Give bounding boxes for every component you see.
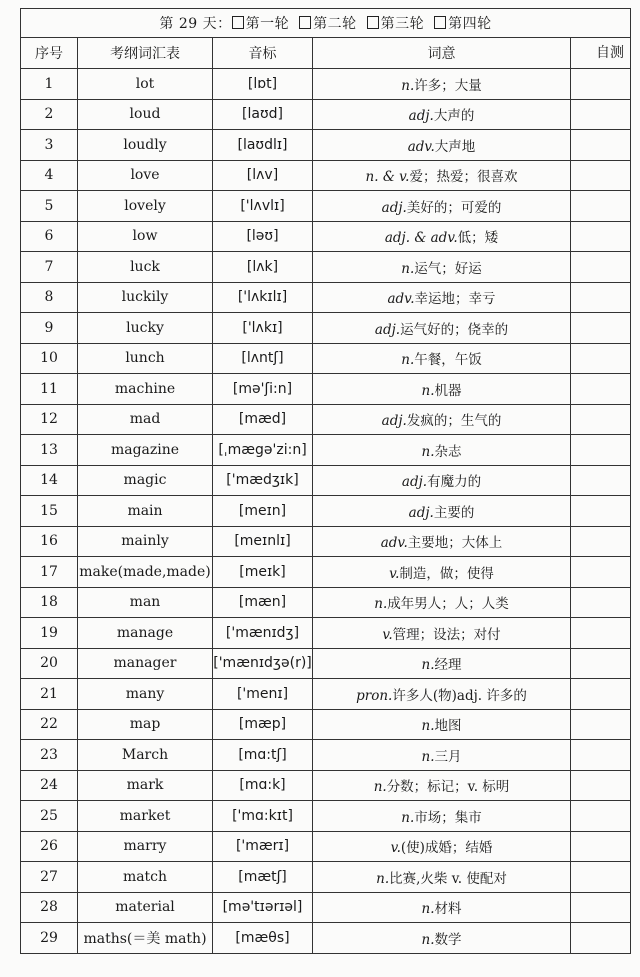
meaning-text: 许多人(物)adj. 许多的 — [392, 687, 527, 704]
table-row — [21, 557, 631, 588]
meaning-cell — [313, 831, 571, 862]
table-row — [21, 99, 631, 130]
meaning-cell — [313, 557, 571, 588]
round-3-label: 第三轮 — [380, 16, 425, 32]
number-cell: 26 — [21, 831, 78, 862]
phonetic-cell: [mə'ʃi:n] — [213, 374, 313, 405]
meaning-cell — [313, 160, 571, 191]
number-cell: 27 — [21, 862, 78, 893]
phonetic-cell: ['lʌvlɪ] — [213, 191, 313, 222]
word-cell: maths(＝美 math) — [78, 923, 213, 954]
checkbox-round-2[interactable] — [299, 16, 311, 29]
self-test-cell[interactable] — [571, 740, 631, 771]
self-test-cell[interactable] — [571, 618, 631, 649]
meaning-cell — [313, 374, 571, 405]
part-of-speech: n. — [373, 779, 387, 796]
meaning-cell — [313, 130, 571, 161]
word-cell: material — [78, 892, 213, 923]
part-of-speech: n. — [421, 718, 435, 735]
word-cell: manager — [78, 648, 213, 679]
meaning-cell — [313, 923, 571, 954]
phonetic-cell: [laʊdlɪ] — [213, 130, 313, 161]
part-of-speech: adj. — [401, 474, 428, 491]
meaning-cell — [313, 313, 571, 344]
part-of-speech: v. — [390, 840, 401, 857]
part-of-speech: n. — [401, 260, 415, 277]
number-cell: 11 — [21, 374, 78, 405]
table-row — [21, 160, 631, 191]
number-cell: 3 — [21, 130, 78, 161]
meaning-text: 制造，做；使得 — [399, 565, 494, 582]
self-test-cell[interactable] — [571, 160, 631, 191]
word-cell: magazine — [78, 435, 213, 466]
word-cell: market — [78, 801, 213, 832]
meaning-cell — [313, 221, 571, 252]
number-cell: 6 — [21, 221, 78, 252]
meaning-text: 运气好的；侥幸的 — [400, 321, 509, 338]
word-cell: lunch — [78, 343, 213, 374]
part-of-speech: n. — [421, 748, 435, 765]
meaning-cell — [313, 801, 571, 832]
meaning-text: 有魔力的 — [427, 474, 482, 491]
word-cell: lovely — [78, 191, 213, 222]
word-cell: map — [78, 709, 213, 740]
table-row — [21, 496, 631, 527]
checkbox-round-1[interactable] — [232, 16, 244, 29]
number-cell: 29 — [21, 923, 78, 954]
self-test-cell[interactable] — [571, 404, 631, 435]
table-row — [21, 252, 631, 283]
self-test-cell[interactable] — [571, 252, 631, 283]
meaning-text: 成年男人；人；人类 — [387, 596, 509, 613]
self-test-cell[interactable] — [571, 99, 631, 130]
meaning-cell — [313, 648, 571, 679]
phonetic-cell: ['mɑ:kɪt] — [213, 801, 313, 832]
number-cell: 25 — [21, 801, 78, 832]
round-4-label: 第四轮 — [448, 16, 492, 32]
number-cell: 21 — [21, 679, 78, 710]
part-of-speech: n. — [421, 901, 435, 918]
meaning-text: 大声的 — [433, 108, 475, 125]
meaning-text: 比赛,火柴 v. 使配对 — [389, 870, 507, 887]
table-row — [21, 404, 631, 435]
col-header-phonetic: 音标 — [213, 38, 313, 69]
table-row — [21, 313, 631, 344]
meaning-text: 经理 — [434, 657, 462, 674]
self-test-cell[interactable] — [571, 343, 631, 374]
part-of-speech: n. & v. — [365, 169, 410, 186]
phonetic-cell: [mə'tɪərɪəl] — [213, 892, 313, 923]
word-cell: loudly — [78, 130, 213, 161]
self-test-cell[interactable] — [571, 892, 631, 923]
round-1-label: 第一轮 — [245, 16, 290, 32]
part-of-speech: adv. — [407, 138, 435, 155]
phonetic-cell: ['lʌkɪ] — [213, 313, 313, 344]
table-row — [21, 526, 631, 557]
table-row — [21, 709, 631, 740]
table-row — [21, 343, 631, 374]
meaning-cell — [313, 404, 571, 435]
word-cell: low — [78, 221, 213, 252]
phonetic-cell: [lʌntʃ] — [213, 343, 313, 374]
word-cell: lot — [78, 69, 213, 100]
self-test-cell[interactable] — [571, 801, 631, 832]
table-row — [21, 221, 631, 252]
meaning-cell — [313, 99, 571, 130]
number-cell: 18 — [21, 587, 78, 618]
table-body — [21, 69, 631, 954]
phonetic-cell: ['lʌkɪlɪ] — [213, 282, 313, 313]
table-row — [21, 191, 631, 222]
meaning-text: 午餐，午饭 — [414, 352, 482, 369]
self-test-cell[interactable] — [571, 496, 631, 527]
word-cell: machine — [78, 374, 213, 405]
table-row — [21, 465, 631, 496]
number-cell: 2 — [21, 99, 78, 130]
phonetic-cell: [lɒt] — [213, 69, 313, 100]
part-of-speech: adj. & adv. — [384, 230, 458, 247]
meaning-text: 三月 — [434, 748, 462, 765]
table-row — [21, 374, 631, 405]
self-test-cell[interactable] — [571, 648, 631, 679]
meaning-text: 爱；热爱；很喜欢 — [409, 169, 518, 186]
part-of-speech: adv. — [380, 535, 408, 552]
number-cell: 15 — [21, 496, 78, 527]
table-row — [21, 130, 631, 161]
phonetic-cell: [lʌv] — [213, 160, 313, 191]
number-cell: 19 — [21, 618, 78, 649]
day-header — [21, 9, 631, 38]
phonetic-cell: [mætʃ] — [213, 862, 313, 893]
word-cell: manage — [78, 618, 213, 649]
meaning-cell — [313, 465, 571, 496]
phonetic-cell: [meɪn] — [213, 496, 313, 527]
meaning-text: 主要地；大体上 — [407, 535, 503, 552]
word-cell: luck — [78, 252, 213, 283]
word-cell: loud — [78, 99, 213, 130]
part-of-speech: v. — [382, 626, 393, 643]
meaning-cell — [313, 679, 571, 710]
part-of-speech: v. — [389, 565, 400, 582]
word-cell: mainly — [78, 526, 213, 557]
meaning-cell — [313, 618, 571, 649]
meaning-cell — [313, 770, 571, 801]
word-cell: luckily — [78, 282, 213, 313]
number-cell: 9 — [21, 313, 78, 344]
phonetic-cell: ['mænɪdʒ] — [213, 618, 313, 649]
meaning-text: 机器 — [434, 382, 462, 399]
meaning-cell — [313, 435, 571, 466]
meaning-cell — [313, 343, 571, 374]
word-cell: match — [78, 862, 213, 893]
meaning-text: 幸运地；幸亏 — [414, 291, 496, 308]
table-row — [21, 801, 631, 832]
phonetic-cell: ['mærɪ] — [213, 831, 313, 862]
table-row — [21, 282, 631, 313]
number-cell: 28 — [21, 892, 78, 923]
meaning-text: 数学 — [434, 931, 462, 948]
day-label: 第 29 天： — [159, 16, 232, 32]
self-test-cell[interactable] — [571, 69, 631, 100]
column-header-row — [21, 38, 631, 69]
table-row — [21, 679, 631, 710]
meaning-text: 杂志 — [434, 443, 462, 460]
self-test-cell[interactable] — [571, 191, 631, 222]
table-row — [21, 740, 631, 771]
phonetic-cell: [meɪk] — [213, 557, 313, 588]
part-of-speech: adv. — [387, 291, 415, 308]
part-of-speech: adj. — [408, 504, 434, 521]
part-of-speech: n. — [376, 870, 390, 887]
self-test-cell[interactable] — [571, 709, 631, 740]
part-of-speech: n. — [421, 382, 435, 399]
meaning-text: 主要的 — [433, 504, 475, 521]
part-of-speech: n. — [401, 809, 415, 826]
word-cell: marry — [78, 831, 213, 862]
meaning-cell — [313, 892, 571, 923]
part-of-speech: pron. — [356, 687, 393, 704]
title-row — [21, 9, 631, 38]
self-test-cell[interactable] — [571, 862, 631, 893]
self-test-cell[interactable] — [571, 374, 631, 405]
self-test-cell[interactable] — [571, 923, 631, 954]
checkbox-round-3[interactable] — [367, 16, 379, 29]
meaning-text: 运气；好运 — [414, 260, 482, 277]
meaning-text: 市场；集市 — [414, 809, 482, 826]
word-cell: magic — [78, 465, 213, 496]
part-of-speech: n. — [401, 77, 415, 94]
part-of-speech: n. — [421, 657, 435, 674]
number-cell: 1 — [21, 69, 78, 100]
phonetic-cell: [mæθs] — [213, 923, 313, 954]
number-cell: 22 — [21, 709, 78, 740]
table-row — [21, 648, 631, 679]
meaning-text: 材料 — [434, 901, 462, 918]
number-cell: 7 — [21, 252, 78, 283]
meaning-text: 低；矮 — [457, 230, 499, 247]
vocabulary-table — [20, 8, 631, 954]
word-cell: main — [78, 496, 213, 527]
meaning-cell — [313, 69, 571, 100]
col-header-number: 序号 — [21, 38, 78, 69]
meaning-text: 大声地 — [434, 138, 476, 155]
number-cell: 10 — [21, 343, 78, 374]
table-row — [21, 435, 631, 466]
meaning-text: 许多；大量 — [414, 77, 482, 94]
meaning-text: 管理；设法；对付 — [392, 626, 501, 643]
phonetic-cell: ['mænɪdʒə(r)] — [213, 648, 313, 679]
table-row — [21, 831, 631, 862]
meaning-cell — [313, 282, 571, 313]
number-cell: 17 — [21, 557, 78, 588]
table-row — [21, 923, 631, 954]
number-cell: 13 — [21, 435, 78, 466]
self-test-cell[interactable] — [571, 221, 631, 252]
number-cell: 16 — [21, 526, 78, 557]
meaning-cell — [313, 496, 571, 527]
self-test-cell[interactable] — [571, 679, 631, 710]
phonetic-cell: [laʊd] — [213, 99, 313, 130]
phonetic-cell: [ˌmægə'zi:n] — [213, 435, 313, 466]
self-test-cell[interactable] — [571, 435, 631, 466]
number-cell: 14 — [21, 465, 78, 496]
meaning-text: 发疯的；生气的 — [406, 413, 502, 430]
self-test-cell[interactable] — [571, 130, 631, 161]
part-of-speech: adj. — [381, 199, 407, 216]
phonetic-cell: [mæd] — [213, 404, 313, 435]
meaning-cell — [313, 526, 571, 557]
table-row — [21, 770, 631, 801]
meaning-cell — [313, 191, 571, 222]
self-test-cell[interactable] — [571, 557, 631, 588]
self-test-cell[interactable] — [571, 526, 631, 557]
word-cell: love — [78, 160, 213, 191]
meaning-text: (使)成婚；结婚 — [400, 840, 493, 857]
col-header-meaning: 词意 — [313, 38, 571, 69]
word-cell: lucky — [78, 313, 213, 344]
part-of-speech: adj. — [381, 413, 407, 430]
meaning-text: 分数；标记；v. 标明 — [386, 779, 510, 796]
phonetic-cell: ['menɪ] — [213, 679, 313, 710]
number-cell: 23 — [21, 740, 78, 771]
number-cell: 24 — [21, 770, 78, 801]
checkbox-round-4[interactable] — [434, 16, 446, 29]
table-row — [21, 587, 631, 618]
col-header-self-test: 自测 — [571, 38, 631, 69]
word-cell: mark — [78, 770, 213, 801]
part-of-speech: n. — [374, 596, 388, 613]
meaning-cell — [313, 862, 571, 893]
number-cell: 8 — [21, 282, 78, 313]
phonetic-cell: [ləʊ] — [213, 221, 313, 252]
part-of-speech: adj. — [408, 108, 434, 125]
self-test-cell[interactable] — [571, 313, 631, 344]
word-cell: man — [78, 587, 213, 618]
meaning-text: 地图 — [434, 718, 462, 735]
meaning-cell — [313, 252, 571, 283]
phonetic-cell: [meɪnlɪ] — [213, 526, 313, 557]
part-of-speech: n. — [421, 443, 435, 460]
word-cell: make(made,made) — [78, 557, 213, 588]
self-test-cell[interactable] — [571, 770, 631, 801]
number-cell: 20 — [21, 648, 78, 679]
phonetic-cell: ['mædʒɪk] — [213, 465, 313, 496]
number-cell: 4 — [21, 160, 78, 191]
meaning-cell — [313, 740, 571, 771]
table-row — [21, 862, 631, 893]
part-of-speech: n. — [421, 931, 435, 948]
phonetic-cell: [mɑ:k] — [213, 770, 313, 801]
word-cell: mad — [78, 404, 213, 435]
meaning-text: 美好的；可爱的 — [406, 199, 502, 216]
part-of-speech: adj. — [374, 321, 401, 338]
phonetic-cell: [mɑ:tʃ] — [213, 740, 313, 771]
round-2-label: 第二轮 — [313, 16, 357, 32]
self-test-cell[interactable] — [571, 831, 631, 862]
table-row — [21, 892, 631, 923]
phonetic-cell: [lʌk] — [213, 252, 313, 283]
phonetic-cell: [mæp] — [213, 709, 313, 740]
self-test-cell[interactable] — [571, 465, 631, 496]
number-cell: 12 — [21, 404, 78, 435]
table-row — [21, 69, 631, 100]
self-test-cell[interactable] — [571, 282, 631, 313]
table-row — [21, 618, 631, 649]
meaning-cell — [313, 709, 571, 740]
part-of-speech: n. — [401, 352, 415, 369]
col-header-word: 考纲词汇表 — [78, 38, 213, 69]
self-test-cell[interactable] — [571, 587, 631, 618]
word-cell: many — [78, 679, 213, 710]
number-cell: 5 — [21, 191, 78, 222]
phonetic-cell: [mæn] — [213, 587, 313, 618]
word-cell: March — [78, 740, 213, 771]
meaning-cell — [313, 587, 571, 618]
